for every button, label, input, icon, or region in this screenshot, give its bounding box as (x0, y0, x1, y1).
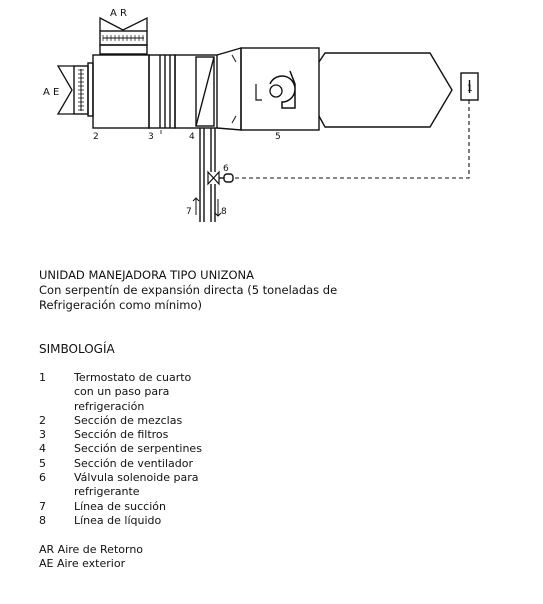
fan-section (241, 48, 319, 130)
legend-description: Sección de ventilador (74, 456, 193, 470)
label-6: 6 (223, 164, 229, 174)
legend-number: 1 (39, 371, 46, 384)
discharge-duct (319, 53, 452, 127)
abbreviation-ae: AE Aire exterior (39, 557, 126, 570)
legend-number: 3 (39, 428, 46, 442)
legend-description: Sección de filtros (74, 428, 169, 442)
solenoid-valve (208, 172, 233, 184)
legend-number: 2 (39, 413, 46, 427)
label-4: 4 (189, 132, 195, 142)
label-7: 7 (186, 207, 192, 217)
legend-description: Línea de succión (74, 499, 166, 513)
legend-number: 4 (39, 442, 46, 456)
legend-description: Sección de serpentines (74, 442, 202, 456)
diagram-subtitle-continued: Refrigeración como mínimo) (39, 298, 203, 312)
legend-description: Línea de líquido (74, 513, 162, 527)
legend-description: Válvula solenoide para (74, 471, 199, 485)
air-handler-diagram (0, 0, 543, 250)
label-ae: A E (43, 87, 60, 98)
label-8: 8 (221, 207, 227, 217)
legend-description: con un paso para (74, 385, 170, 399)
legend-number: 6 (39, 471, 46, 485)
legend-number: 8 (39, 513, 46, 527)
label-ar: A R (110, 8, 127, 19)
outside-air-damper (58, 63, 93, 116)
legend-number: 7 (39, 499, 46, 513)
return-air-damper (100, 18, 147, 54)
legend-description: Termostato de cuarto (74, 371, 192, 384)
filter-section (149, 55, 175, 128)
abbreviation-ar: AR Aire de Retorno (39, 543, 144, 556)
label-5: 5 (275, 132, 281, 142)
symbology-title: SIMBOLOGÍA (39, 342, 115, 356)
diagram-title: UNIDAD MANEJADORA TIPO UNIZONA (39, 268, 254, 282)
legend-description: refrigeración (74, 399, 145, 413)
label-2: 2 (93, 132, 99, 142)
label-1: 1 (467, 84, 473, 94)
legend-description: Sección de mezclas (74, 413, 183, 427)
label-3: 3 (148, 132, 154, 142)
coil-section (175, 55, 217, 128)
control-wire (232, 100, 469, 178)
transition-duct (217, 48, 241, 130)
legend-description: refrigerante (74, 485, 140, 499)
legend-number: 5 (39, 456, 46, 470)
diagram-subtitle: Con serpentín de expansión directa (5 toneladas de (39, 283, 338, 297)
mixing-section (93, 55, 149, 128)
